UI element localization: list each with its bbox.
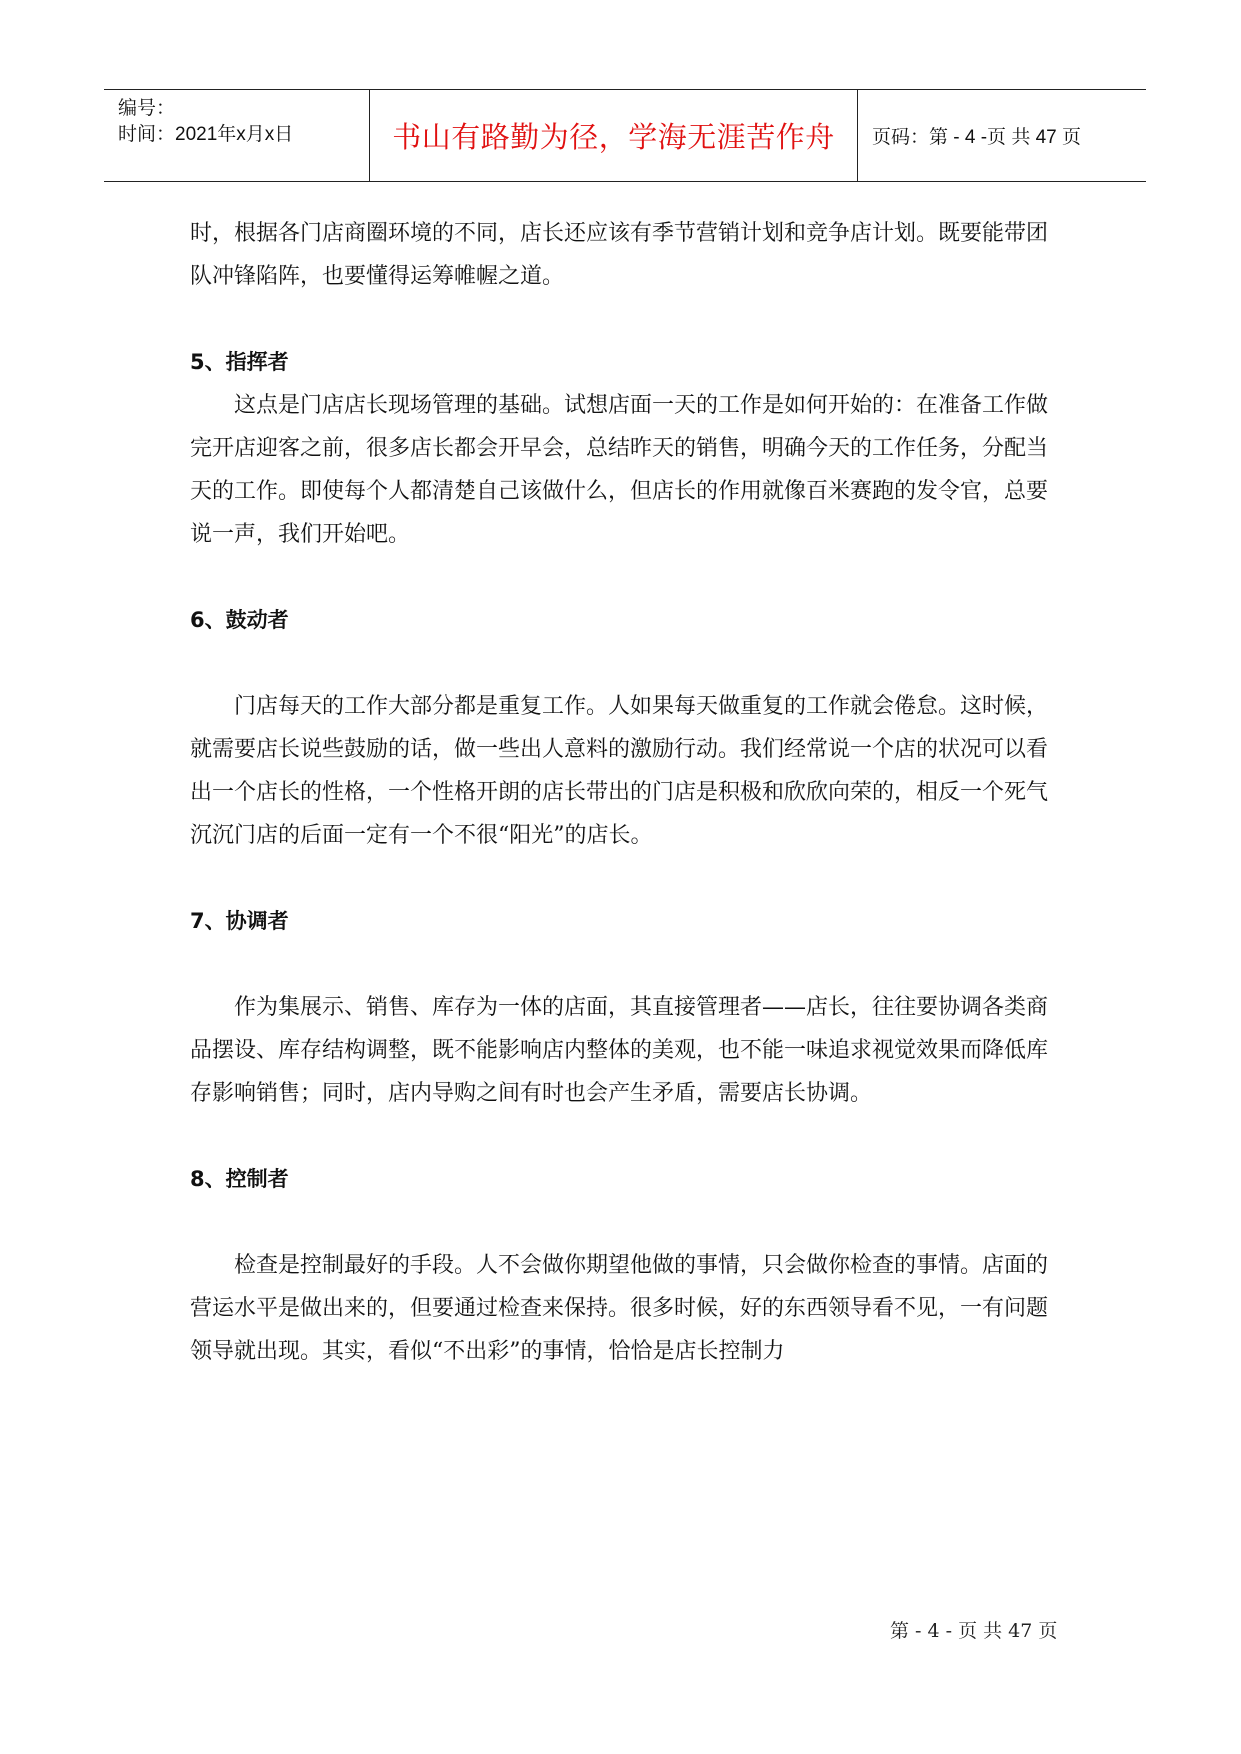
document-time-label: 时间：2021年x月x日 xyxy=(118,124,294,145)
section-heading-commander: 5、指挥者 xyxy=(190,350,289,374)
section-paragraph-motivator: 门店每天的工作大部分都是重复工作。人如果每天做重复的工作就会倦怠。这时候，就需要店长说些鼓励的话，做一些出人意料的激励行动。我们经常说一个店的状况可以看出一个店长的性格，一个性格开朗的店长带出的门店是积极和欣欣向荣的，相反一个死气沉沉门店的后面一定有一个不很“阳光”的店长。 xyxy=(190,694,1049,848)
section-paragraph-controller: 检查是控制最好的手段。人不会做你期望他做的事情，只会做你检查的事情。店面的营运水平是做出来的，但要通过检查来保持。很多时候，好的东西领导看不见，一有问题领导就出现。其实，看似“不出彩”的事情，恰恰是店长控制力 xyxy=(190,1253,1049,1364)
document-number-label: 编号： xyxy=(118,98,176,119)
document-body xyxy=(190,212,1060,1373)
section-paragraph-coordinator: 作为集展示、销售、库存为一体的店面，其直接管理者——店长，往往要协调各类商品摆设、库存结构调整，既不能影响店内整体的美观，也不能一味追求视觉效果而降低库存影响销售；同时，店内导购之间有时也会产生矛盾，需要店长协调。 xyxy=(190,995,1049,1106)
header-page-info: 页码：第 - 4 -页 共 47 页 xyxy=(872,127,1082,148)
header-motto: 书山有路勤为径，学海无涯苦作舟 xyxy=(369,90,858,181)
section-heading-coordinator: 7、协调者 xyxy=(190,909,289,933)
intro-paragraph: 时，根据各门店商圈环境的不同，店长还应该有季节营销计划和竞争店计划。既要能带团队冲锋陷阵，也要懂得运筹帷幄之道。 xyxy=(190,221,1049,289)
page-header xyxy=(104,89,1146,182)
section-heading-controller: 8、控制者 xyxy=(190,1167,289,1191)
page-footer: 第 - 4 - 页 共 47 页 xyxy=(890,1620,1058,1642)
header-meta xyxy=(104,90,369,181)
section-heading-motivator: 6、鼓动者 xyxy=(190,608,289,632)
section-paragraph-commander: 这点是门店店长现场管理的基础。试想店面一天的工作是如何开始的：在准备工作做完开店迎客之前，很多店长都会开早会，总结昨天的销售，明确今天的工作任务，分配当天的工作。即使每个人都清楚自己该做什么，但店长的作用就像百米赛跑的发令官，总要说一声，我们开始吧。 xyxy=(190,393,1049,547)
